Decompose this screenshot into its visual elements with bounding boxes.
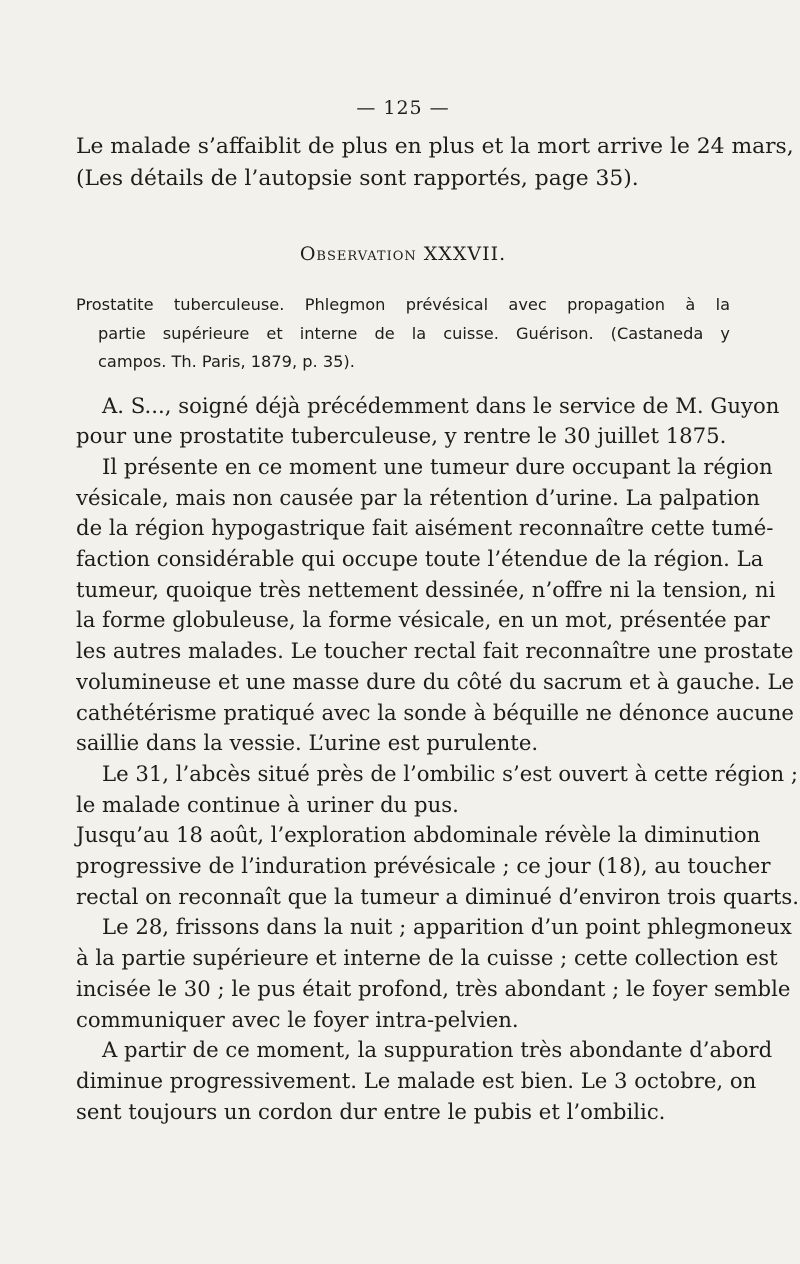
summary-line: Prostatite tuberculeuse. Phlegmon prévésical avec propagation à la	[76, 295, 730, 314]
body-line: Jusqu’au 18 août, l’exploration abdominale révèle la diminution	[76, 822, 761, 848]
body-line: diminue progressivement. Le malade est bien. Le 3 octobre, on	[76, 1067, 757, 1093]
body-line: cathétérisme pratiqué avec la sonde à béquille ne dénonce aucune	[76, 699, 794, 725]
observation-body	[76, 391, 799, 1128]
summary-line: campos. Th. Paris, 1879, p. 35).	[98, 352, 355, 371]
text-line: Le malade s’affaiblit de plus en plus et la mort arrive le 24 mars,	[76, 134, 794, 159]
body-line: le malade continue à uriner du pus.	[76, 791, 459, 817]
body-line: les autres malades. Le toucher rectal fait reconnaître une prostate	[76, 638, 794, 664]
body-line: de la région hypogastrique fait aisément reconnaître cette tumé-	[76, 515, 774, 541]
body-line: A partir de ce moment, la suppuration très abondante d’abord	[102, 1037, 773, 1063]
body-line: Le 28, frissons dans la nuit ; apparition d’un point phlegmoneux	[102, 914, 792, 940]
body-line: à la partie supérieure et interne de la cuisse ; cette collection est	[76, 945, 778, 971]
body-line: Il présente en ce moment une tumeur dure occupant la région	[102, 453, 773, 479]
body-line: saillie dans la vessie. L’urine est purulente.	[76, 730, 539, 756]
body-line: sent toujours un cordon dur entre le pubis et l’ombilic.	[76, 1098, 666, 1124]
body-line: A. S..., soigné déjà précédemment dans le service de M. Guyon	[102, 392, 780, 418]
page-number: — 125 —	[356, 97, 450, 119]
body-line: rectal on reconnaît que la tumeur a diminué d’environ trois quarts.	[76, 883, 799, 909]
body-line: progressive de l’induration prévésicale ; ce jour (18), au toucher	[76, 853, 771, 879]
body-line: vésicale, mais non causée par la rétention d’urine. La palpation	[76, 484, 760, 510]
body-line: faction considérable qui occupe toute l’étendue de la région. La	[76, 546, 764, 572]
body-line: tumeur, quoique très nettement dessinée, n’offre ni la tension, ni	[76, 576, 776, 602]
body-line: communiquer avec le foyer intra-pelvien.	[76, 1006, 519, 1032]
body-line: pour une prostatite tuberculeuse, y rentre le 30 juillet 1875.	[76, 423, 727, 449]
body-line: Le 31, l’abcès situé près de l’ombilic s’est ouvert à cette région ;	[102, 760, 799, 786]
text-line: (Les détails de l’autopsie sont rapportés, page 35).	[76, 166, 639, 191]
body-line: volumineuse et une masse dure du côté du sacrum et à gauche. Le	[76, 668, 795, 694]
observation-summary	[76, 291, 730, 377]
intro-paragraph	[76, 131, 794, 195]
body-line: la forme globuleuse, la forme vésicale, en un mot, présentée par	[76, 607, 770, 633]
body-line: incisée le 30 ; le pus était profond, très abondant ; le foyer semble	[76, 975, 791, 1001]
summary-line: partie supérieure et interne de la cuisse. Guérison. (Castaneda y	[98, 323, 730, 343]
observation-title: Observation XXXVII.	[299, 243, 507, 265]
